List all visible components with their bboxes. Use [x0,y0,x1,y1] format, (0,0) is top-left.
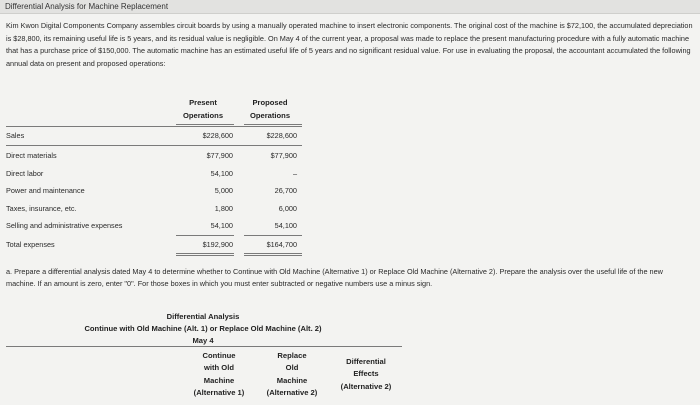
proposed-total-double-rule-1 [244,253,302,254]
row-label-taxes-insurance: Taxes, insurance, etc. [6,204,77,213]
present-selling-admin: 54,100 [210,221,233,230]
alt1-column-header: Continue with Old Machine (Alternative 1) [193,351,245,397]
row-label-direct-labor: Direct labor [6,169,44,178]
present-header-underline [176,124,234,125]
analysis-subtitle: Continue with Old Machine (Alt. 1) or Replace Old Machine (Alt. 2) [84,324,322,333]
row-label-sales: Sales [6,131,25,140]
analysis-header-rule [6,346,402,347]
row-label-total-expenses: Total expenses [6,240,55,249]
table-header-rule [6,126,302,127]
proposed-direct-labor: – [292,169,297,178]
alt2-column-header: Replace Old Machine (Alternative 2) [266,351,318,397]
problem-intro-text: Kim Kwon Digital Components Company assembles circuit boards by using a manually operated machine to insert electronic components. The original cost of the machine is $72,100, the accumulated depreciation is $28,800, its remaining useful life is 5 years, and its residual value is negligible. On May 4 of the current year, a proposal was made to replace the present manufacturing procedure with a fully automatic machine that has a purchase price of $150,000. The automatic machine has an estimated useful life of 5 years and no significant residual value. For use in evaluating the proposal, the accountant accumulated the following annual data on present and proposed operations: [6,21,693,68]
window-title-bar [0,0,700,14]
present-total-double-rule-2 [176,255,234,256]
proposed-sales: $228,600 [266,131,297,140]
sales-rule [6,145,302,146]
differential-effects-header: Differential Effects (Alternative 2) [340,357,392,391]
proposed-total-rule [244,235,302,236]
present-direct-materials: $77,900 [206,151,233,160]
proposed-total-double-rule-2 [244,255,302,256]
row-label-selling-admin: Selling and administrative expenses [6,221,123,230]
present-taxes-insurance: 1,800 [214,204,233,213]
row-label-direct-materials: Direct materials [6,151,57,160]
present-power-maintenance: 5,000 [214,186,233,195]
proposed-taxes-insurance: 6,000 [278,204,297,213]
part-a-instructions: a. Prepare a differential analysis dated May 4 to determine whether to Continue with Old Machine (Alternative 1) or Replace Old Machine (Alternative 2). Prepare the analysis over the useful life of the new machine. If an amount is zero, enter "0". For those boxes in which you must enter subtracted or negative numbers use a minus sign. [6,267,663,289]
proposed-header-underline [244,124,302,125]
differential-analysis-heading [48,311,358,347]
row-label-power-maintenance: Power and maintenance [6,186,85,195]
present-sales: $228,600 [202,131,233,140]
proposed-operations-header: Proposed Operations [249,98,291,120]
window-title: Differential Analysis for Machine Replacement [5,2,169,11]
proposed-total-expenses: $164,700 [266,240,297,249]
present-total-rule [176,235,234,236]
present-total-double-rule-1 [176,253,234,254]
analysis-date: May 4 [192,336,214,345]
analysis-title: Differential Analysis [166,312,240,321]
present-direct-labor: 54,100 [210,169,233,178]
proposed-selling-admin: 54,100 [274,221,297,230]
proposed-direct-materials: $77,900 [270,151,297,160]
present-operations-header: Present Operations [182,98,224,120]
present-total-expenses: $192,900 [202,240,233,249]
proposed-power-maintenance: 26,700 [274,186,297,195]
